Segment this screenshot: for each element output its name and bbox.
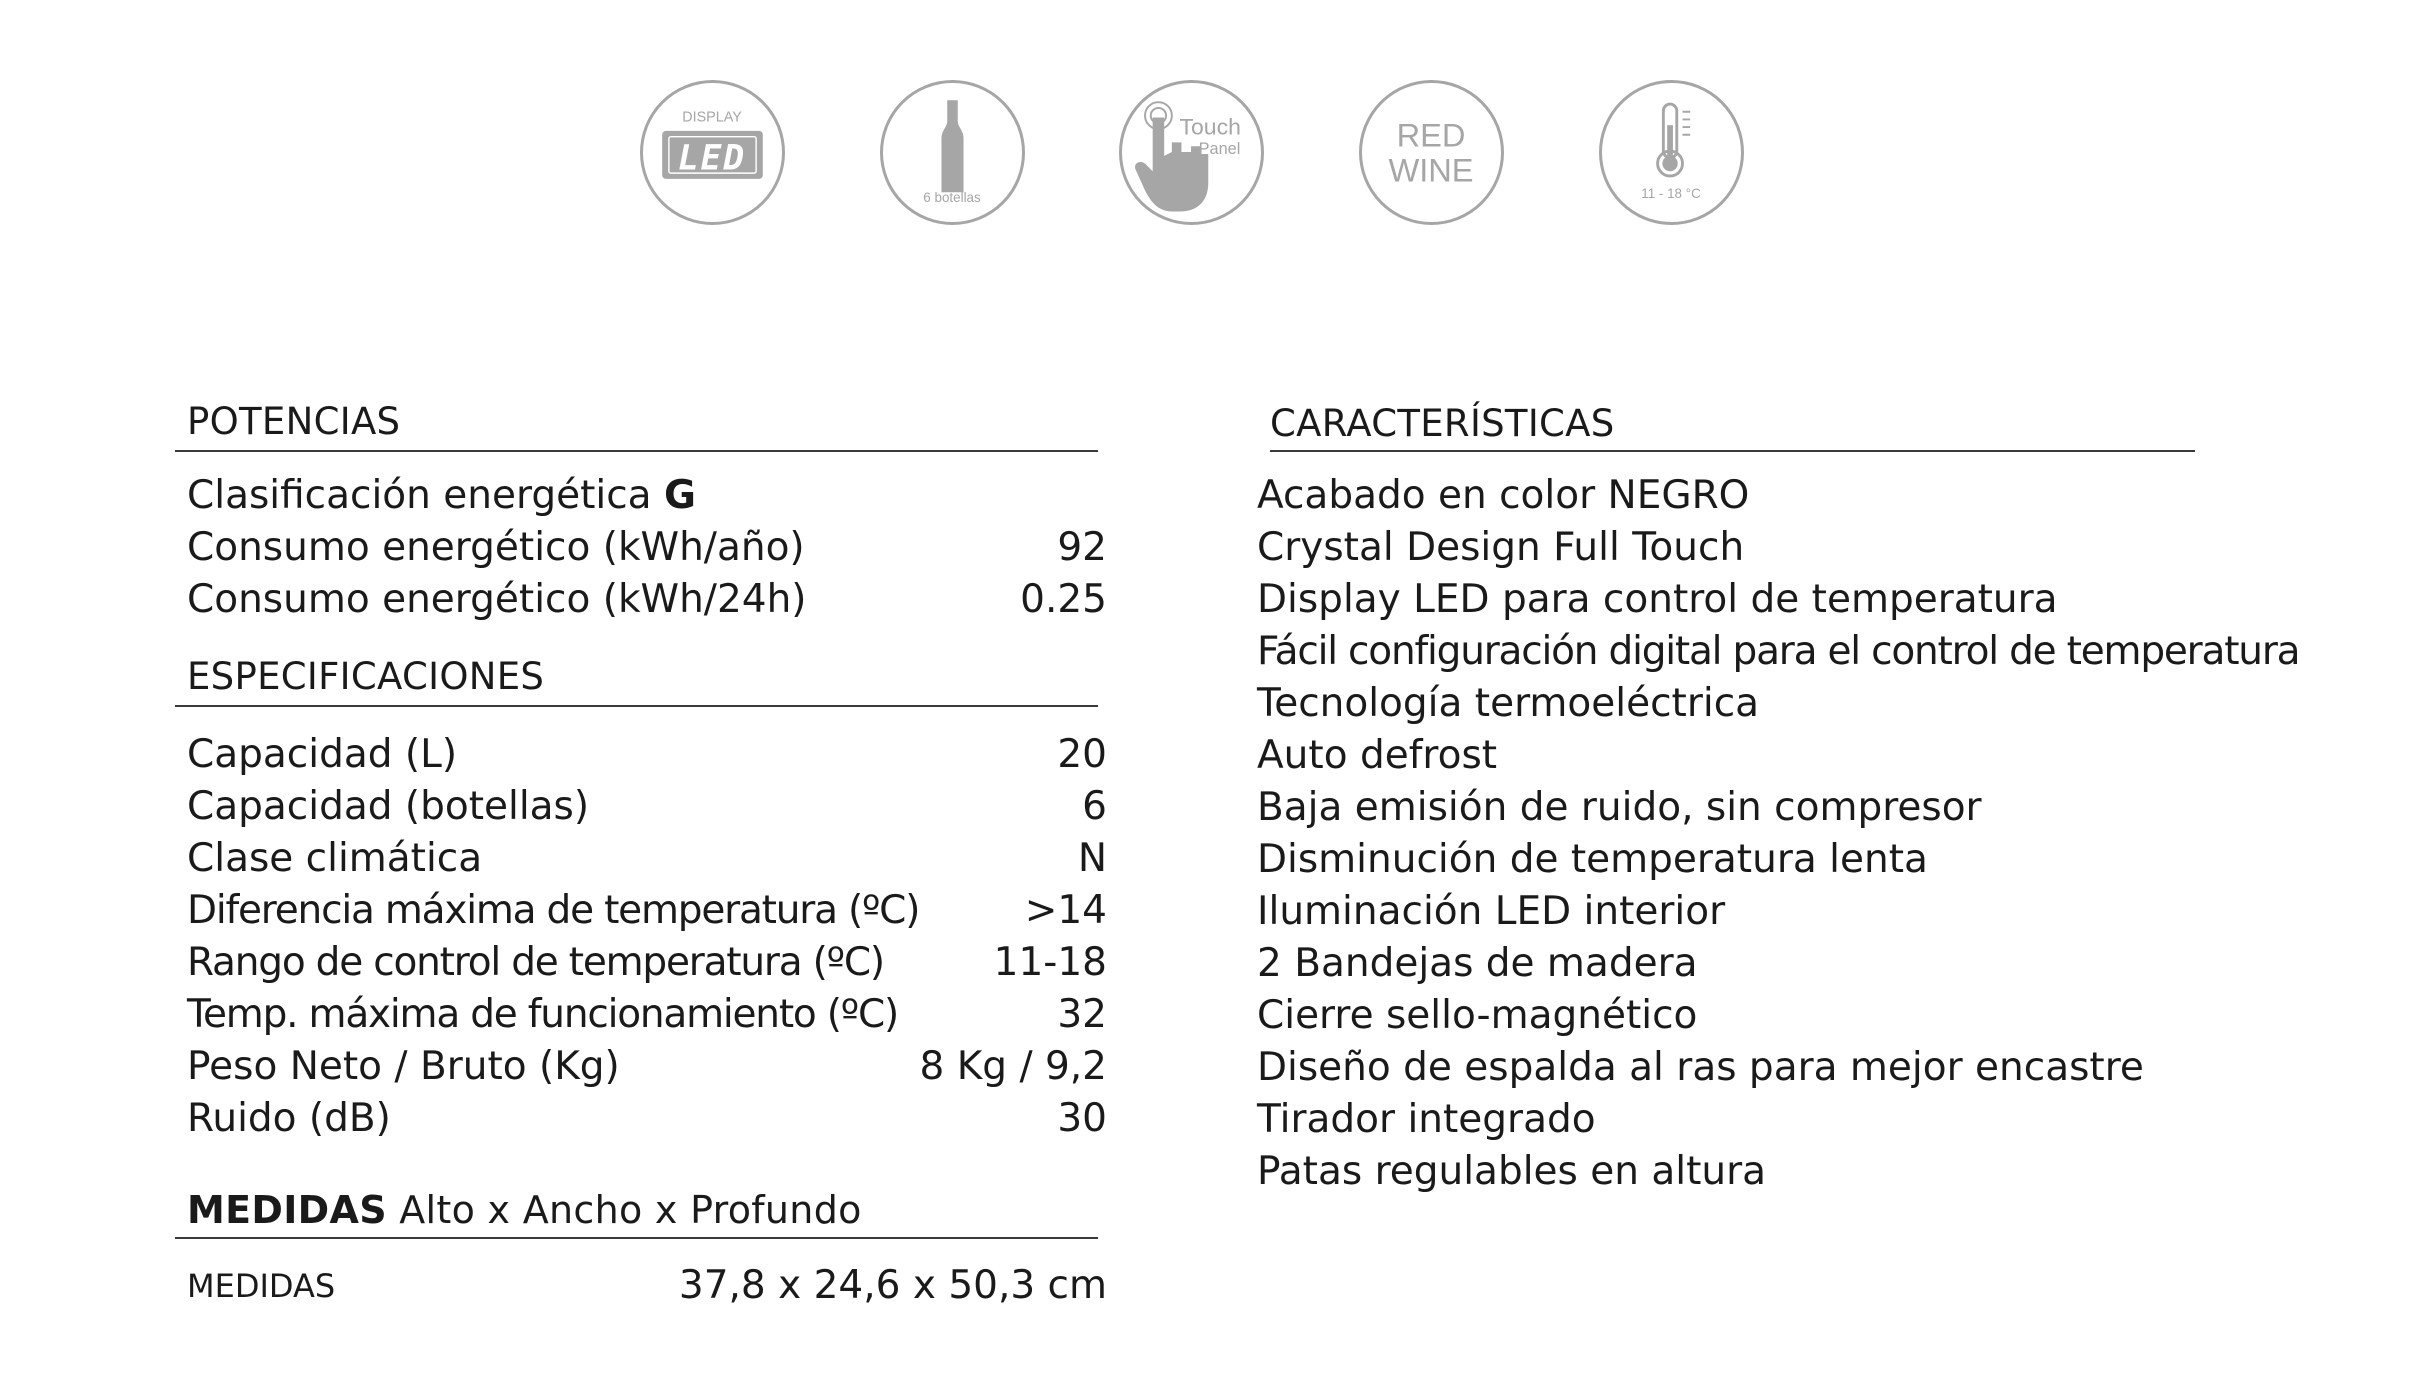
spec-value: 8 Kg / 9,2 xyxy=(919,1044,1107,1089)
wine-text: WINE xyxy=(1388,151,1474,189)
medidas-label: MEDIDAS xyxy=(187,1267,336,1305)
display-led-icon xyxy=(640,80,785,225)
bottles-caption: 6 botellas xyxy=(923,189,981,205)
medidas-divider xyxy=(175,1237,1098,1239)
medidas-title xyxy=(187,1188,862,1232)
medidas-title-rest: Alto x Ancho x Profundo xyxy=(399,1188,862,1232)
spec-value: 30 xyxy=(1057,1096,1107,1141)
spec-value: 6 xyxy=(1082,784,1107,829)
feature-item: Iluminación LED interior xyxy=(1257,889,1726,934)
spec-label: Capacidad (botellas) xyxy=(187,784,590,829)
spec-label: Rango de control de temperatura (ºC) xyxy=(187,940,884,985)
spec-value: >14 xyxy=(1024,888,1107,933)
spec-label: Temp. máxima de funcionamiento (ºC) xyxy=(187,992,899,1037)
feature-item: Tecnología termoeléctrica xyxy=(1257,681,1760,726)
panel-text: Panel xyxy=(1198,139,1241,158)
spec-label: Consumo energético (kWh/24h) xyxy=(187,577,807,622)
spec-label: Ruido (dB) xyxy=(187,1096,391,1141)
especificaciones-title: ESPECIFICACIONES xyxy=(187,655,545,698)
red-text: RED xyxy=(1396,116,1466,154)
feature-item: Cierre sello-magnético xyxy=(1257,993,1698,1038)
feature-item: Fácil configuración digital para el control de temperatura xyxy=(1257,629,2300,674)
feature-item: Display LED para control de temperatura xyxy=(1257,577,2058,622)
feature-item: Crystal Design Full Touch xyxy=(1257,525,1745,570)
feature-item: Tirador integrado xyxy=(1257,1097,1596,1142)
spec-value: N xyxy=(1077,836,1107,881)
feature-item: 2 Bandejas de madera xyxy=(1257,941,1698,986)
feature-item: Disminución de temperatura lenta xyxy=(1257,837,1928,882)
touch-panel-icon xyxy=(1119,80,1264,225)
especificaciones-divider xyxy=(175,705,1098,707)
touch-text: Touch xyxy=(1179,113,1241,140)
spec-label: Peso Neto / Bruto (Kg) xyxy=(187,1044,620,1089)
spec-label: Clase climática xyxy=(187,836,483,881)
caracteristicas-title: CARACTERÍSTICAS xyxy=(1270,402,1615,445)
feature-item: Diseño de espalda al ras para mejor encastre xyxy=(1257,1045,2144,1090)
classification-value: G xyxy=(663,473,696,518)
feature-item: Baja emisión de ruido, sin compresor xyxy=(1257,785,1982,830)
spec-label: Diferencia máxima de temperatura (ºC) xyxy=(187,888,920,933)
spec-value: 20 xyxy=(1057,732,1107,777)
feature-item: Auto defrost xyxy=(1257,733,1498,778)
potencias-divider xyxy=(175,450,1098,452)
spec-label: Capacidad (L) xyxy=(187,732,458,777)
temperature-caption: 11 - 18 °C xyxy=(1641,186,1701,202)
medidas-title-bold: MEDIDAS xyxy=(187,1188,387,1232)
feature-item: Acabado en color NEGRO xyxy=(1257,473,1750,518)
spec-value: 11-18 xyxy=(993,940,1107,985)
display-led-main-text: LED xyxy=(677,138,747,179)
classification-label: Clasificación energética xyxy=(187,473,652,518)
display-led-top-text: DISPLAY xyxy=(682,109,742,126)
medidas-value: 37,8 x 24,6 x 50,3 cm xyxy=(678,1263,1107,1308)
potencias-title: POTENCIAS xyxy=(187,400,401,443)
bottle-icon xyxy=(880,80,1025,225)
thermometer-icon xyxy=(1599,80,1744,225)
spec-label: Consumo energético (kWh/año) xyxy=(187,525,805,570)
feature-icons-row xyxy=(0,80,2432,235)
spec-value: 32 xyxy=(1057,992,1107,1037)
spec-value: 92 xyxy=(1057,525,1107,570)
caracteristicas-divider xyxy=(1270,450,2195,452)
red-wine-icon xyxy=(1359,80,1504,225)
spec-value: 0.25 xyxy=(1020,577,1107,622)
feature-item: Patas regulables en altura xyxy=(1257,1149,1767,1194)
